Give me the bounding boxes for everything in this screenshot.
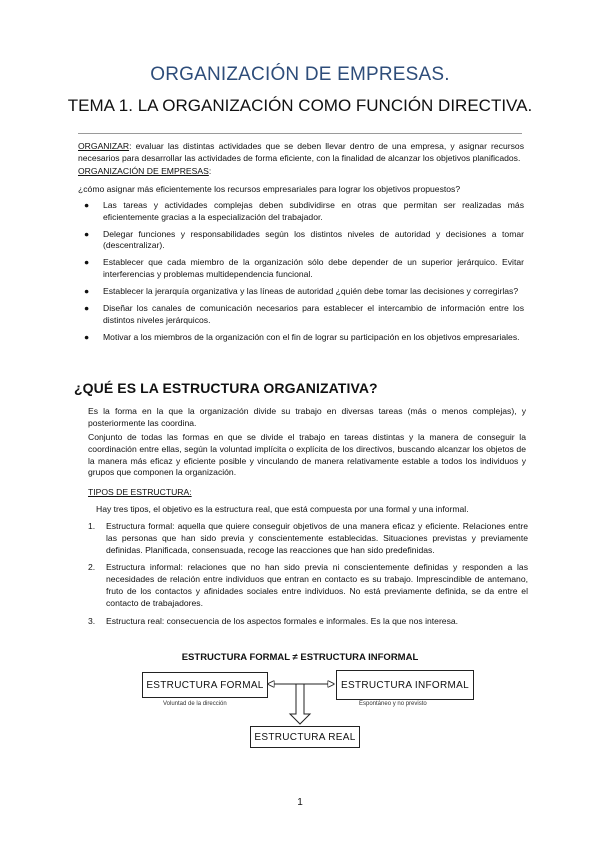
list-item-text: Motivar a los miembros de la organización con el fin de lograr su participación en los objetivos empresariales. [103,331,520,342]
document-subtitle: TEMA 1. LA ORGANIZACIÓN COMO FUNCIÓN DIRECTIVA. [67,96,533,115]
bullet-icon: ● [84,200,90,210]
bullet-icon: ● [84,331,90,342]
tipos-label: TIPOS DE ESTRUCTURA: [88,487,192,497]
list-item-text: Establecer la jerarquía organizativa y las líneas de autoridad ¿quién debe tomar las decisiones y corregirlas? [103,286,519,297]
tipos-intro: Hay tres tipos, el objetivo es la estructura real, que está compuesta por una formal y una informal. [96,504,469,514]
definition-paragraph-1: Es la forma en la que la organización divide su trabajo en diversas tareas (más o menos complejas), y posteriormente las coordina. [88,406,526,428]
bullet-icon: ● [84,257,90,268]
bullet-icon: ● [84,303,90,314]
formal-note: Voluntad de la dirección [163,701,227,707]
document-title: ORGANIZACIÓN DE EMPRESAS. [150,64,450,85]
informal-structure-box: ESTRUCTURA INFORMAL [336,670,474,700]
list-number: 3. [88,615,96,626]
list-number: 1. [88,521,96,531]
definition-paragraph-2: Conjunto de todas las formas en que se divide el trabajo en tareas distintas y la manera de conseguir la coordinación entre ellas, según la voluntad implícita o explícita de los directivos, buscando alcanzar los objetos de la manera más eficaz y eficiente posible y vinculando de manera relativamente estable a todos los individuos y grupos que componen la organización. [88,432,526,478]
org-empresas-colon: : [208,166,212,176]
real-structure-box: ESTRUCTURA REAL [250,726,360,748]
list-item-text: Estructura informal: relaciones que no han sido previa ni conscientemente definidas y responden a las necesidades de relación entre individuos que entran en contacto es su trabajo. Imprescindible de antemano, fruto de los contactos y afinidades sociales entre individuos. No está previamente definida, se da entre el contacto de trabajadores. [106,562,528,608]
informal-note: Espontáneo y no previsto [359,701,427,707]
question-line: ¿cómo asignar más eficientemente los recursos empresariales para lograr los objetivos propuestos? [78,184,461,194]
list-item-text: Delegar funciones y responsabilidades según los distintos niveles de autoridad y decisiones a tomar (descentralizar). [103,228,524,251]
down-arrow-icon [290,684,310,724]
bullet-icon: ● [84,228,90,239]
diagram-title: ESTRUCTURA FORMAL ≠ ESTRUCTURA INFORMAL [181,652,419,663]
org-empresas-term: ORGANIZACIÓN DE EMPRESAS [78,166,209,176]
page-number: 1 [297,797,303,808]
section-heading: ¿QUÉ ES LA ESTRUCTURA ORGANIZATIVA? [74,380,378,396]
bullet-icon: ● [84,286,90,297]
list-number: 2. [88,562,96,573]
formal-structure-box: ESTRUCTURA FORMAL [142,672,268,698]
list-item-text: Las tareas y actividades complejas deben subdividirse en otras que permitan ser realizadas más eficientemente gracias a la especialización del trabajador. [103,200,524,222]
list-item-text: Estructura formal: aquella que quiere conseguir objetivos de una manera eficaz y eficiente. Relaciones entre las personas que han sido previa y conscientemente establecidas. Situaciones previstas y previamente definidas. Planificada, consensuada, recoge las reacciones que han sido predefinidas. [106,521,528,555]
list-item-text: Establecer que cada miembro de la organización sólo debe depender de un superior jerárquico. Evitar interferencias y problemas multidependencia funcional. [103,257,524,279]
list-item-text: Diseñar los canales de comunicación necesarios para establecer el intercambio de información entre los distintos niveles jerárquicos. [103,303,524,325]
organizar-term: ORGANIZAR [78,141,130,151]
list-item-text: Estructura real: consecuencia de los aspectos formales e informales. Es la que nos interesa. [106,615,459,626]
organizar-definition: : evaluar las distintas actividades que se deben llevar dentro de una empresa, y asignar recursos necesarios para desarrollar las actividades de forma eficiente, con la finalidad de alcanzar los objetivos planificados. [78,141,524,163]
